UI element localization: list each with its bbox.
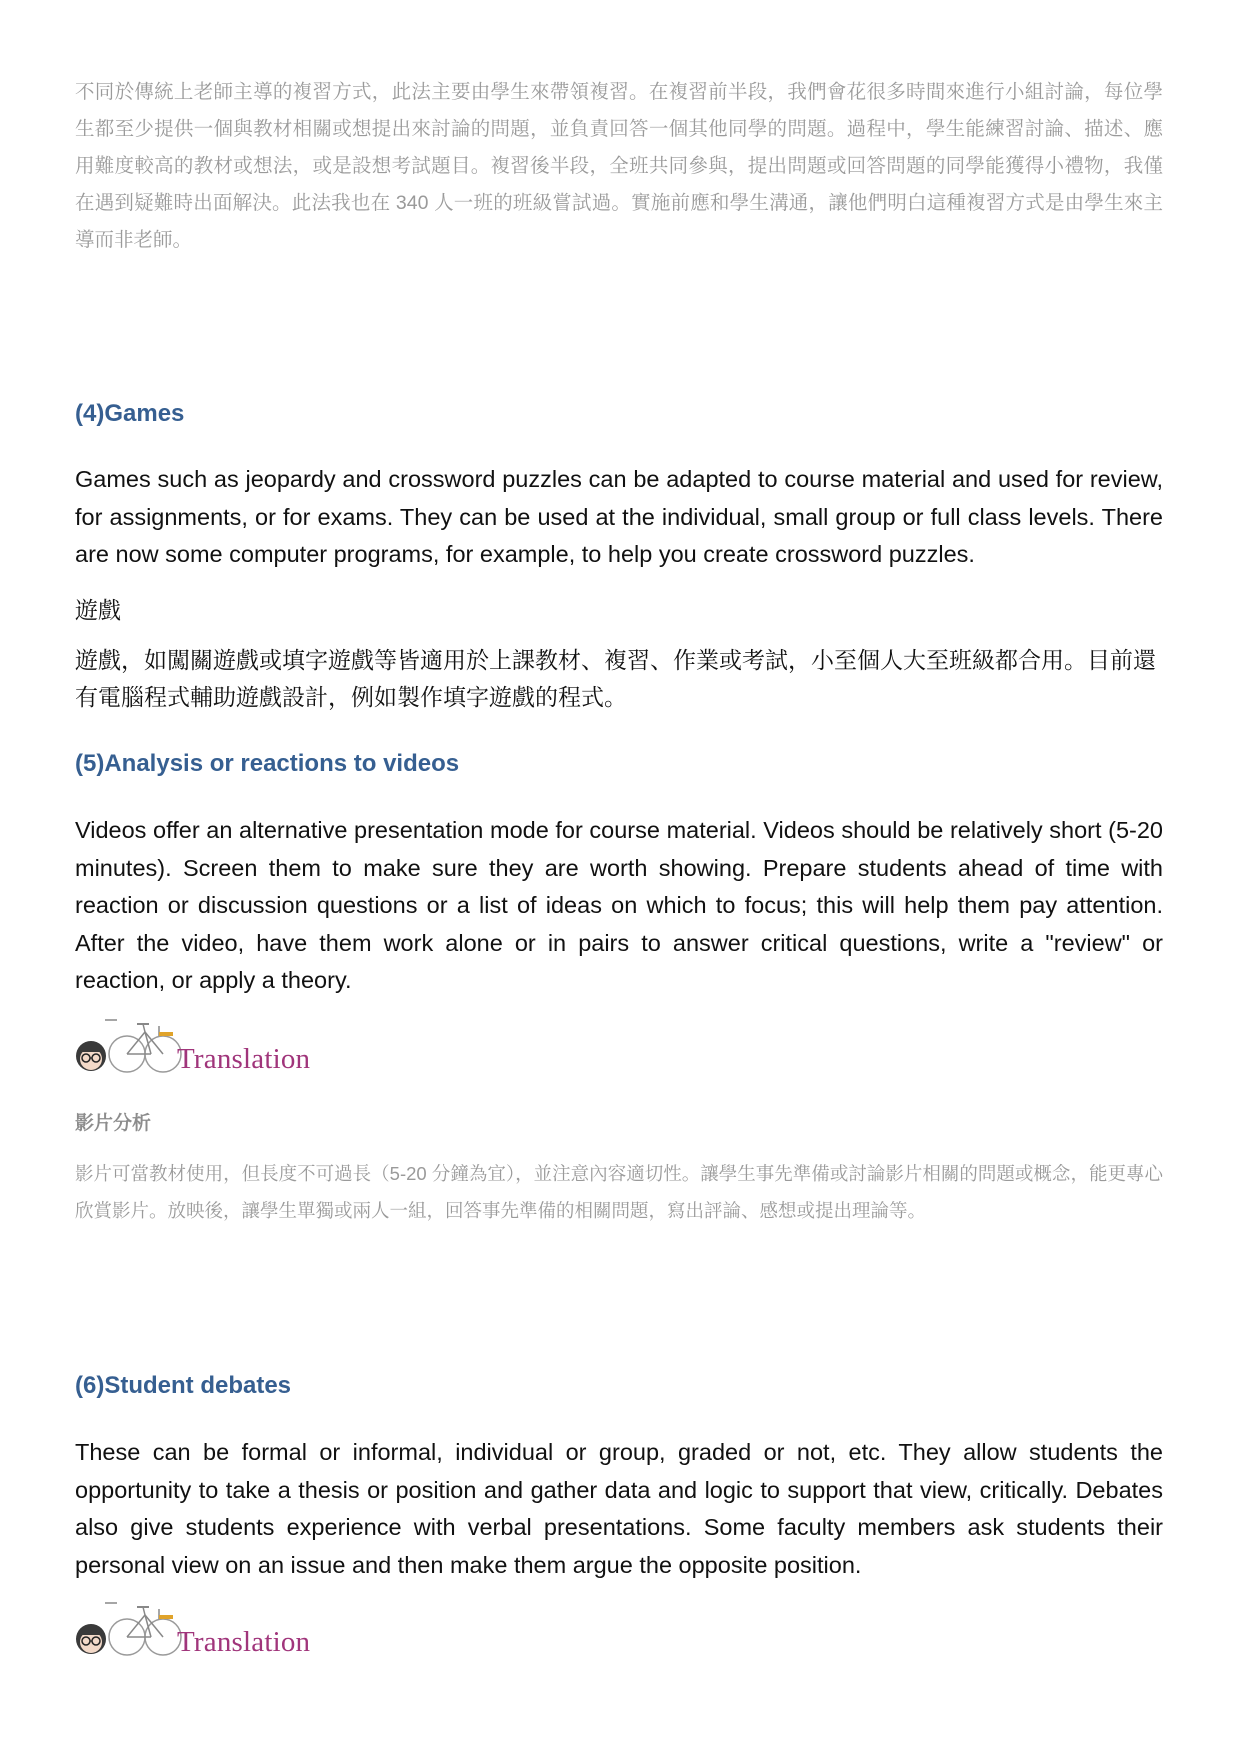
videos-zh-block [75, 1155, 1163, 1229]
bicycle-girl-icon [75, 1597, 185, 1663]
translation-logo-text: Translation [177, 1043, 311, 1075]
videos-paragraph-zh: 影片可當教材使用，但長度不可過長（5-20 分鐘為宜），並注意內容適切性。讓學生事先準備或討論影片相關的問題或概念，能更專心欣賞影片。放映後，讓學生單獨或兩人一組，回答事先準備的相關問題，寫出評論、感想或提出理論等。 [75, 1163, 1163, 1221]
games-title-zh: 遊戲 [75, 597, 121, 623]
debates-en-block [75, 1434, 1163, 1584]
bicycle-girl-icon [75, 1014, 185, 1080]
section-heading-games: (4)Games [75, 400, 185, 427]
videos-paragraph-en: Videos offer an alternative presentation mode for course material. Videos should be relatively short (5-20 minutes). Screen them to make sure they are worth showing. Prepare students ahead of time with reaction or discussion questions or a list of ideas on which to focus; this will help them pay attention. After the video, have them work alone or in pairs to answer critical questions, write a "review" or reaction, or apply a theory. [75, 817, 1163, 993]
section-heading-videos: (5)Analysis or reactions to videos [75, 750, 460, 777]
games-paragraph-zh: 遊戲，如闖關遊戲或填字遊戲等皆適用於上課教材、複習、作業或考試，小至個人大至班級都合用。目前還有電腦程式輔助遊戲設計，例如製作填字遊戲的程式。 [75, 647, 1156, 710]
translation-logo-text: Translation [177, 1626, 311, 1658]
translation-logo [75, 1014, 325, 1080]
videos-zh-title-block [75, 1108, 1163, 1135]
intro-block [75, 74, 1163, 259]
section-debates [75, 1372, 1163, 1400]
section-heading-debates: (6)Student debates [75, 1372, 292, 1399]
games-en-block [75, 461, 1163, 574]
translation-logo-2 [75, 1597, 325, 1663]
games-paragraph-en: Games such as jeopardy and crossword puzzles can be adapted to course material and used for review, for assignments, or for exams. They can be used at the individual, small group or full class levels. There are now some computer programs, for example, to help you create crossword puzzles. [75, 466, 1163, 567]
section-games [75, 400, 1163, 428]
games-zh-block [75, 642, 1163, 716]
section-videos [75, 750, 1163, 778]
intro-paragraph-zh: 不同於傳統上老師主導的複習方式，此法主要由學生來帶領複習。在複習前半段，我們會花很多時間來進行小組討論，每位學生都至少提供一個與教材相關或想提出來討論的問題，並負責回答一個其他同學的問題。過程中，學生能練習討論、描述、應用難度較高的教材或想法，或是設想考試題目。複習後半段，全班共同參與，提出問題或回答問題的同學能獲得小禮物，我僅在遇到疑難時出面解決。此法我也在 340 人一班的班級嘗試過。實施前應和學生溝通，讓他們明白這種複習方式是由學生來主導而非老師。 [75, 81, 1163, 251]
debates-paragraph-en: These can be formal or informal, individual or group, graded or not, etc. They allow students the opportunity to take a thesis or position and gather data and logic to support that view, critically. Debates also give students experience with verbal presentations. Some faculty members ask students their personal view on an issue and then make them argue the opposite position. [75, 1439, 1163, 1578]
games-zh-title-block [75, 592, 1163, 629]
videos-title-zh: 影片分析 [75, 1113, 152, 1134]
videos-en-block [75, 812, 1163, 1000]
